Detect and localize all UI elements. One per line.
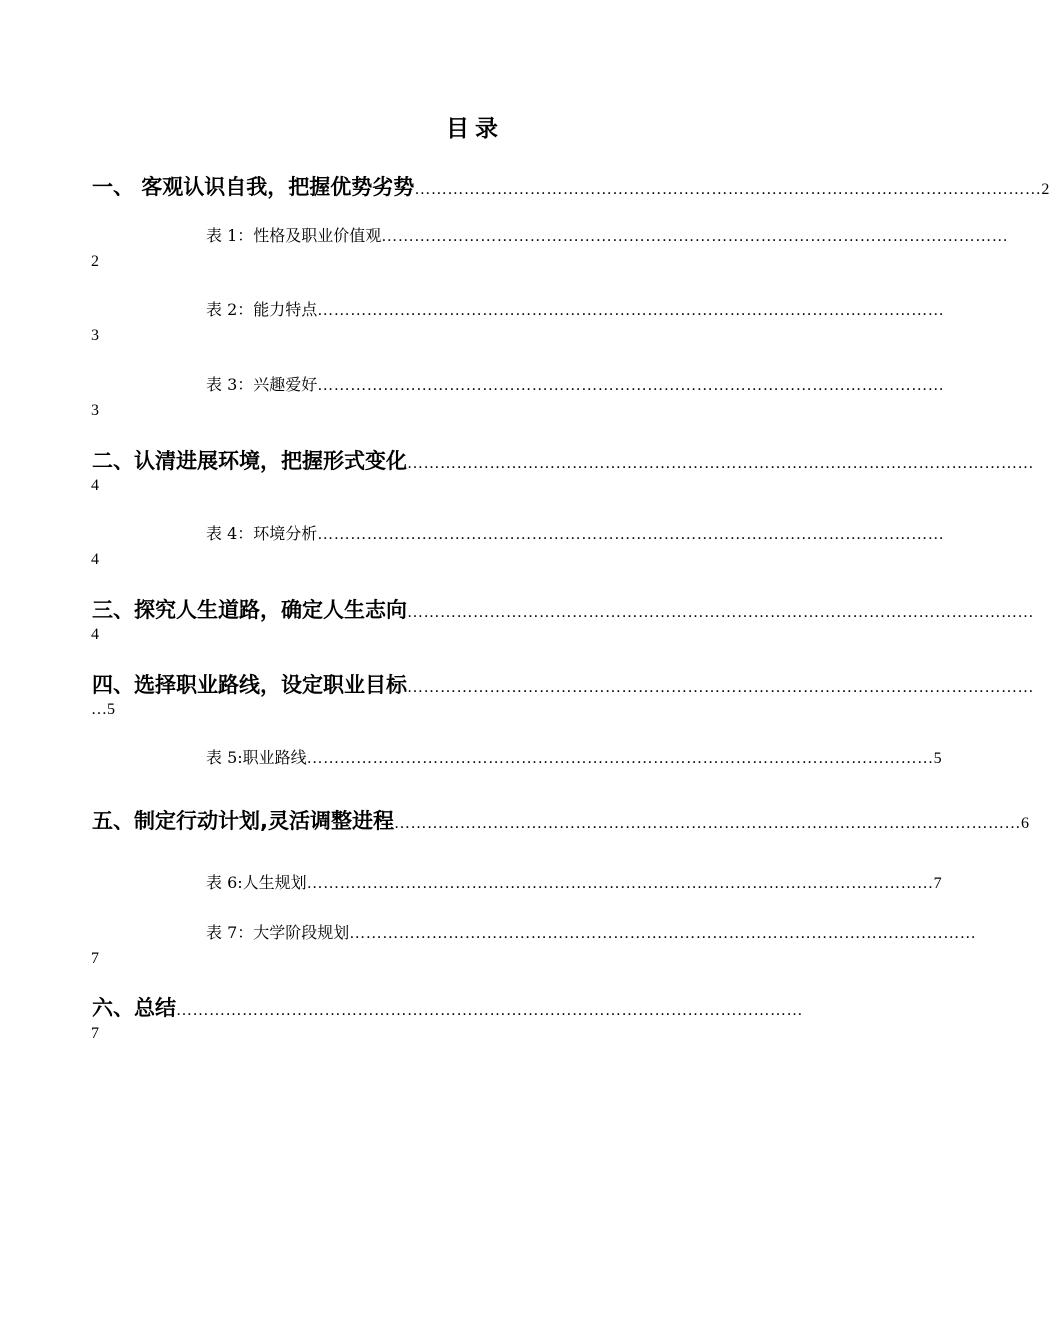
toc-entry-page: 2 — [91, 253, 99, 270]
toc-entry-label: 表 6:人生规划 — [206, 873, 307, 892]
dot-leader: …………………………………………………………………………………………………… — [414, 181, 1042, 198]
toc-entry-page: 4 — [91, 477, 99, 494]
toc-entry-label: 五、制定行动计划,灵活调整进程 — [92, 809, 394, 833]
dot-leader: …………………………………………………………………………………………………… — [407, 455, 1034, 472]
toc-entry-label: 三、探究人生道路，确定人生志向 — [92, 598, 407, 622]
toc-entry-label: 表 3：兴趣爱好 — [206, 375, 318, 394]
toc-title: 目录 — [446, 116, 504, 142]
dot-leader: …………………………………………………………………………………………………… — [381, 228, 1009, 245]
toc-entry-label: 表 4：环境分析 — [206, 524, 318, 543]
toc-entry-chapter-2[interactable] — [92, 449, 1034, 473]
dot-leader: …………………………………………………………………………………………………… — [306, 875, 934, 892]
toc-entry-page: 4 — [91, 551, 99, 568]
dot-leader: …………………………………………………………………………………………………… — [317, 302, 945, 319]
toc-entry-label: 表 5:职业路线 — [206, 748, 307, 767]
toc-entry-table-4[interactable] — [206, 524, 945, 543]
toc-entry-table-7[interactable] — [206, 923, 977, 942]
toc-entry-page: 3 — [91, 327, 99, 344]
toc-entry-page: 5 — [933, 750, 942, 767]
toc-entry-label: 六、总结 — [92, 996, 176, 1020]
toc-entry-chapter-5[interactable] — [92, 809, 1029, 833]
toc-entry-chapter-4[interactable] — [92, 673, 1034, 697]
dot-leader: …………………………………………………………………………………………………… — [393, 815, 1021, 832]
dot-leader: …………………………………………………………………………………………………… — [317, 377, 945, 394]
toc-entry-page: 4 — [91, 626, 99, 643]
toc-entry-page: …5 — [91, 701, 115, 718]
dot-leader: …………………………………………………………………………………………………… — [349, 925, 977, 942]
toc-entry-page: 2 — [1041, 181, 1049, 198]
toc-entry-label: 表 7：大学阶段规划 — [206, 923, 350, 942]
toc-entry-label: 表 1：性格及职业价值观 — [206, 226, 382, 245]
dot-leader: …………………………………………………………………………………………………… — [407, 604, 1034, 621]
toc-entry-chapter-1[interactable] — [92, 175, 1049, 199]
toc-entry-label: 表 2：能力特点 — [206, 300, 318, 319]
toc-entry-page: 7 — [91, 950, 99, 967]
toc-entry-label: 二、认清进展环境，把握形式变化 — [92, 449, 407, 473]
toc-entry-page: 7 — [91, 1025, 99, 1042]
dot-leader: …………………………………………………………………………………………………… — [176, 1002, 803, 1019]
toc-entry-table-3[interactable] — [206, 375, 945, 394]
toc-entry-table-5[interactable] — [206, 748, 942, 767]
toc-entry-chapter-3[interactable] — [92, 598, 1034, 622]
toc-entry-label: 一、 客观认识自我，把握优势劣势 — [92, 175, 415, 199]
toc-entry-page: 6 — [1020, 815, 1029, 832]
dot-leader: …………………………………………………………………………………………………… — [317, 526, 945, 543]
toc-entry-chapter-6[interactable] — [92, 998, 858, 1019]
toc-entry-page: 7 — [933, 875, 942, 892]
toc-entry-table-6[interactable] — [206, 873, 942, 892]
toc-entry-table-2[interactable] — [206, 300, 945, 319]
dot-leader: …………………………………………………………………………………………………… — [306, 750, 934, 767]
toc-entry-table-1[interactable] — [206, 226, 1009, 245]
toc-entry-label: 四、选择职业路线，设定职业目标 — [92, 673, 407, 697]
toc-entry-page: 3 — [91, 402, 99, 419]
dot-leader: …………………………………………………………………………………………………… — [407, 679, 1034, 696]
